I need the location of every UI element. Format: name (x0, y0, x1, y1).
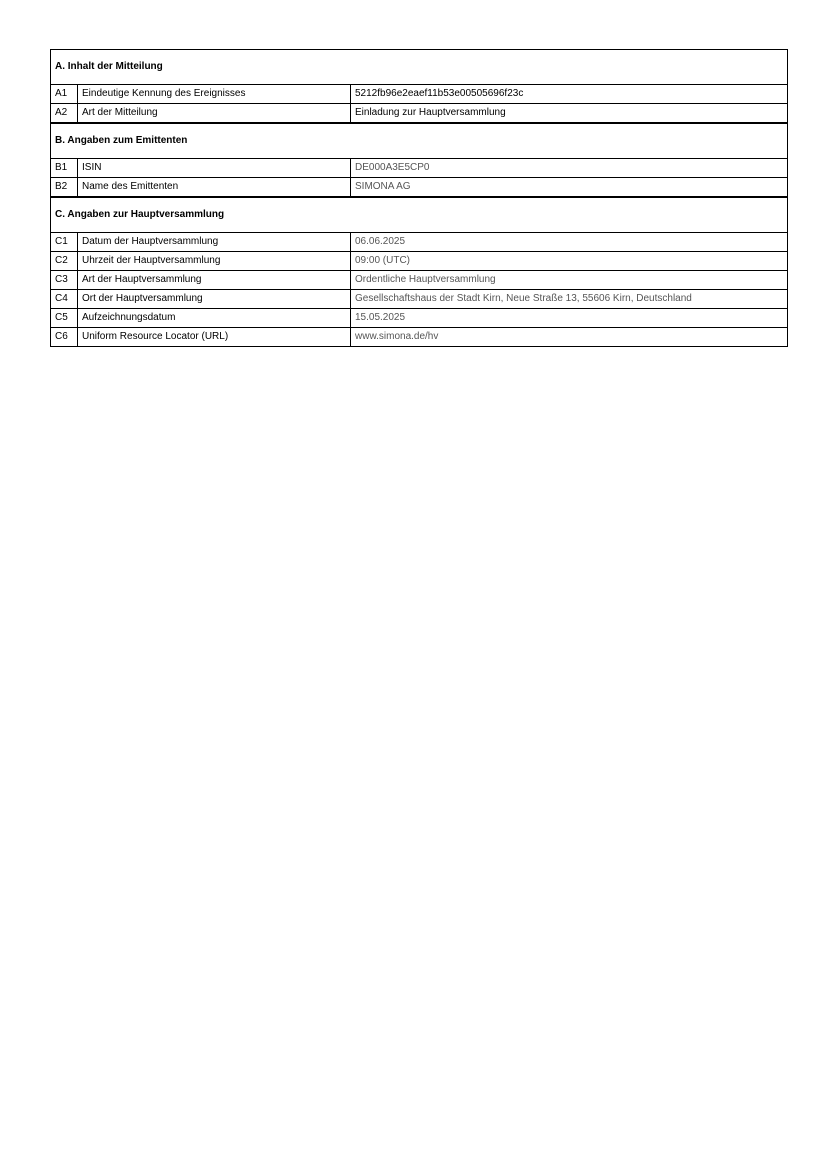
row-value: DE000A3E5CP0 (351, 159, 788, 178)
table-row-a2 (51, 104, 788, 124)
row-value: 5212fb96e2eaef11b53e00505696f23c (351, 85, 788, 104)
table-row-c6 (51, 328, 788, 347)
row-code: C1 (51, 233, 78, 252)
section-header-c (51, 197, 788, 233)
table-row-a1 (51, 85, 788, 104)
row-value: Gesellschaftshaus der Stadt Kirn, Neue Straße 13, 55606 Kirn, Deutschland (351, 290, 788, 309)
row-value: 06.06.2025 (351, 233, 788, 252)
section-title: B. Angaben zum Emittenten (51, 123, 788, 159)
row-label: Art der Mitteilung (78, 104, 351, 124)
section-title: C. Angaben zur Hauptversammlung (51, 197, 788, 233)
row-code: C6 (51, 328, 78, 347)
table-row-c4 (51, 290, 788, 309)
row-value: www.simona.de/hv (351, 328, 788, 347)
row-code: C2 (51, 252, 78, 271)
table-row-b2 (51, 178, 788, 198)
row-code: C5 (51, 309, 78, 328)
section-title: A. Inhalt der Mitteilung (51, 50, 788, 85)
row-label: ISIN (78, 159, 351, 178)
row-code: A1 (51, 85, 78, 104)
section-header-a (51, 50, 788, 85)
row-label: Aufzeichnungsdatum (78, 309, 351, 328)
row-label: Name des Emittenten (78, 178, 351, 198)
table-row-b1 (51, 159, 788, 178)
row-code: C3 (51, 271, 78, 290)
row-value: Ordentliche Hauptversammlung (351, 271, 788, 290)
row-value: 15.05.2025 (351, 309, 788, 328)
row-value: 09:00 (UTC) (351, 252, 788, 271)
row-label: Ort der Hauptversammlung (78, 290, 351, 309)
row-value: Einladung zur Hauptversammlung (351, 104, 788, 124)
table-row-c2 (51, 252, 788, 271)
row-label: Eindeutige Kennung des Ereignisses (78, 85, 351, 104)
row-label: Datum der Hauptversammlung (78, 233, 351, 252)
row-label: Art der Hauptversammlung (78, 271, 351, 290)
table-row-c3 (51, 271, 788, 290)
table-row-c1 (51, 233, 788, 252)
row-label: Uniform Resource Locator (URL) (78, 328, 351, 347)
row-code: B2 (51, 178, 78, 198)
section-header-b (51, 123, 788, 159)
notification-table (50, 49, 788, 347)
row-label: Uhrzeit der Hauptversammlung (78, 252, 351, 271)
row-value: SIMONA AG (351, 178, 788, 198)
table-row-c5 (51, 309, 788, 328)
row-code: C4 (51, 290, 78, 309)
row-code: B1 (51, 159, 78, 178)
row-code: A2 (51, 104, 78, 124)
